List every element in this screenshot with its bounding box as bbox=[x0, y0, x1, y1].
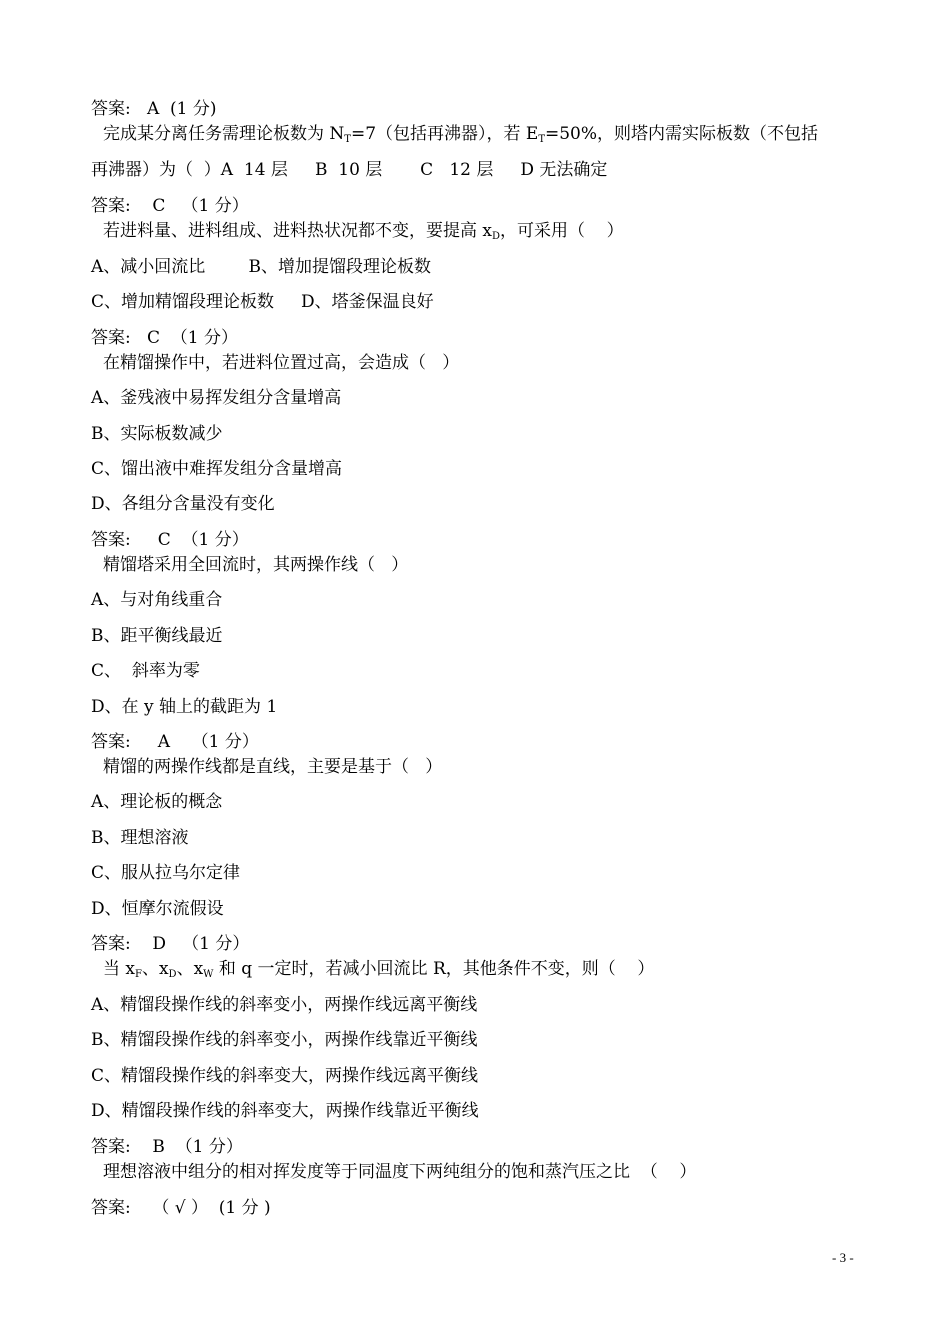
subscript: D bbox=[492, 231, 501, 242]
answer-line: 答案: A （1 分） bbox=[91, 732, 259, 752]
question-text: 完成某分离任务需理论板数为 N bbox=[103, 124, 345, 144]
option-line: D、各组分含量没有变化 bbox=[91, 494, 275, 514]
question-line bbox=[103, 124, 818, 144]
option-line: B、理想溶液 bbox=[91, 828, 189, 848]
option-line: B、实际板数减少 bbox=[91, 424, 223, 444]
subscript: T bbox=[538, 134, 545, 145]
answer-line: 答案: B （1 分） bbox=[91, 1137, 243, 1157]
answer-line: 答案: （ √ ） (1 分 ) bbox=[91, 1198, 271, 1218]
answer-line: 答案: C （1 分） bbox=[91, 328, 238, 348]
option-line: C、服从拉乌尔定律 bbox=[91, 863, 241, 883]
subscript: D bbox=[168, 969, 177, 980]
option-line: D、精馏段操作线的斜率变大，两操作线靠近平衡线 bbox=[91, 1101, 479, 1121]
question-line bbox=[103, 221, 624, 241]
option-line: A、与对角线重合 bbox=[91, 590, 223, 610]
question-line: 在精馏操作中，若进料位置过高，会造成（ ） bbox=[103, 353, 460, 373]
option-line: C、精馏段操作线的斜率变大，两操作线远离平衡线 bbox=[91, 1066, 479, 1086]
page-number: - 3 - bbox=[832, 1250, 854, 1265]
question-text: 、x bbox=[176, 959, 204, 979]
option-line: B、距平衡线最近 bbox=[91, 626, 223, 646]
question-text: =7（包括再沸器），若 E bbox=[350, 124, 539, 144]
option-line: A、减小回流比 B、增加提馏段理论板数 bbox=[91, 257, 431, 277]
subscript: T bbox=[344, 134, 351, 145]
question-text: 和 q 一定时，若减小回流比 R，其他条件不变，则（ ） bbox=[213, 959, 655, 979]
subscript: F bbox=[135, 969, 142, 980]
option-line: D、在 y 轴上的截距为 1 bbox=[91, 697, 278, 717]
question-text: 当 x bbox=[103, 959, 135, 979]
answer-line: 答案: A (1 分) bbox=[91, 99, 217, 119]
option-line: A、釜残液中易挥发组分含量增高 bbox=[91, 388, 342, 408]
question-line: 精馏的两操作线都是直线，主要是基于（ ） bbox=[103, 757, 443, 777]
option-line: B、精馏段操作线的斜率变小，两操作线靠近平衡线 bbox=[91, 1030, 478, 1050]
option-line: A、理论板的概念 bbox=[91, 792, 223, 812]
question-text: ，可采用（ ） bbox=[500, 221, 624, 241]
subscript: W bbox=[203, 969, 214, 980]
question-text: 、x bbox=[141, 959, 169, 979]
option-line: C、馏出液中难挥发组分含量增高 bbox=[91, 459, 343, 479]
question-text: 若进料量、进料组成、进料热状况都不变，要提高 x bbox=[103, 221, 492, 241]
question-line: 精馏塔采用全回流时，其两操作线（ ） bbox=[103, 555, 409, 575]
option-line: C、 斜率为零 bbox=[91, 661, 200, 681]
question-text: =50%，则塔内需实际板数（不包括 bbox=[545, 124, 819, 144]
question-line: 理想溶液中组分的相对挥发度等于同温度下两纯组分的饱和蒸汽压之比 （ ） bbox=[103, 1162, 697, 1182]
answer-line: 答案: D （1 分） bbox=[91, 934, 250, 954]
option-line: A、精馏段操作线的斜率变小，两操作线远离平衡线 bbox=[91, 995, 478, 1015]
option-line: D、恒摩尔流假设 bbox=[91, 899, 224, 919]
answer-line: 答案: C （1 分） bbox=[91, 530, 249, 550]
question-line bbox=[103, 959, 654, 979]
answer-line: 答案: C （1 分） bbox=[91, 196, 249, 216]
question-line: 再沸器）为（ ）A 14 层 B 10 层 C 12 层 D 无法确定 bbox=[91, 160, 608, 180]
option-line: C、增加精馏段理论板数 D、塔釜保温良好 bbox=[91, 292, 434, 312]
